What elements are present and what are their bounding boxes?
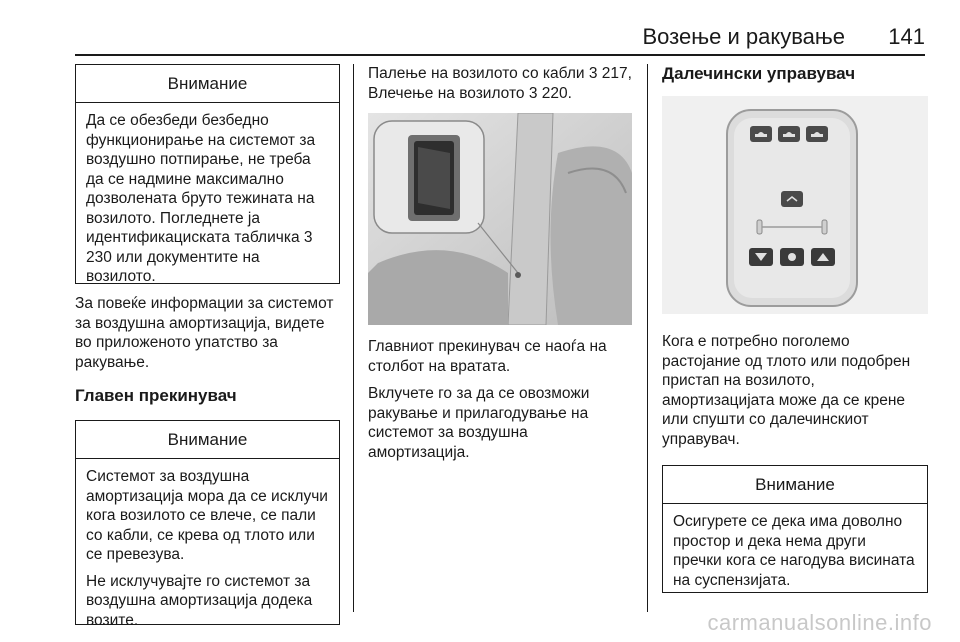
column-divider-1 (353, 64, 354, 612)
warning-title: Внимание (663, 466, 927, 504)
warning-box-1 (75, 64, 340, 284)
warning-title: Внимание (76, 65, 339, 103)
main-switch-illustration (368, 113, 632, 325)
info-paragraph: За повеќе информации за системот за воздушна амортизација, видете во приложеното упатство за ракување. (75, 295, 334, 371)
warning-body (663, 504, 927, 598)
remote-control-illustration (662, 96, 928, 314)
warning-box-3 (662, 465, 928, 593)
header-rule (75, 54, 925, 56)
warning-body (76, 103, 339, 295)
cross-reference-paragraph: Палење на возилото со кабли 3 217, Влечење на возилото 3 220. (368, 65, 632, 102)
figure-caption: Главниот прекинувач се наоѓа на столбот на вратата. (368, 338, 607, 375)
main-switch-photo (368, 113, 632, 325)
page-header (75, 22, 925, 54)
column-2 (368, 64, 632, 462)
warning-title: Внимание (76, 421, 339, 459)
remote-control-figure (662, 96, 928, 314)
warning-text: Системот за воздушна амортизација мора да се исклучи кога возилото се влече, се пали со кабли, се крева од тлото или се превезува. (86, 468, 328, 563)
column-3 (662, 64, 928, 593)
chapter-title: Возење и ракување (642, 24, 845, 49)
remote-description: Кога е потребно поголемо растојание од тлото или подобрен пристап на возилото, амортизацијата може да се крене или спушти со далечинскиот управувач. (662, 333, 911, 448)
warning-text: Не исклучувајте го системот за воздушна амортизација додека возите. (86, 572, 313, 629)
instruction-paragraph: Вклучете го за да се овозможи ракување и прилагодување на системот за воздушна амортизација. (368, 385, 590, 461)
section-heading-remote: Далечински управувач (662, 64, 856, 83)
column-1 (75, 64, 340, 629)
page-number: 141 (888, 24, 925, 49)
warning-text: Осигурете се дека има доволно простор и дека нема други пречки кога се нагодува висината на суспензијата. (673, 513, 915, 589)
warning-text: Да се обезбеди безбедно функционирање на системот за воздушно потпирање, не треба да се надмине максимално дозволената бруто тежината на возилото. Погледнете ја идентификациската табличка 3 230 или документите на возилото. (86, 112, 316, 285)
warning-box-2 (75, 420, 340, 629)
watermark: carmanualsonline.info (707, 610, 932, 635)
section-heading-main-switch: Главен прекинувач (75, 386, 237, 405)
column-divider-2 (647, 64, 648, 612)
warning-body (76, 459, 339, 638)
